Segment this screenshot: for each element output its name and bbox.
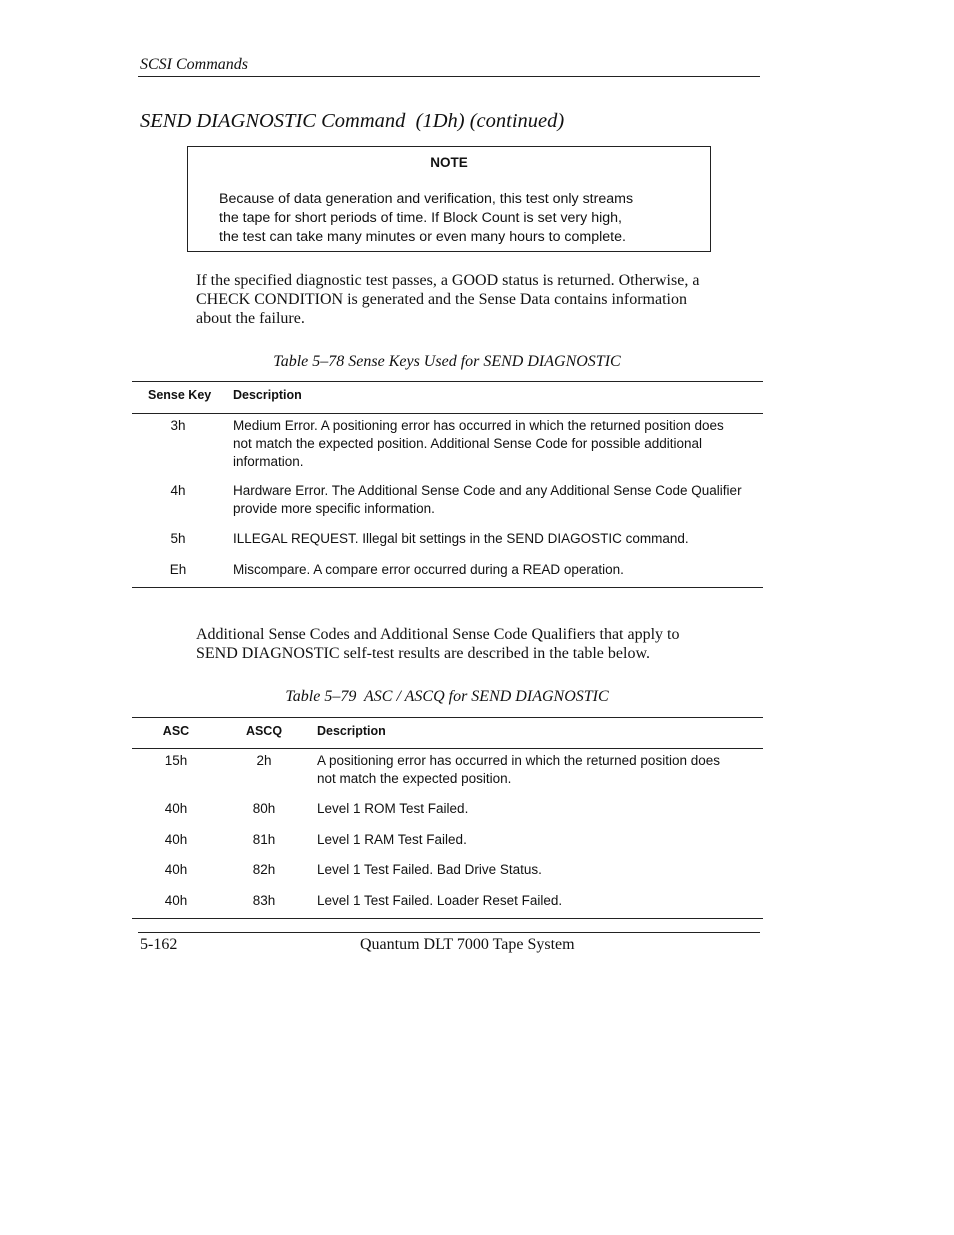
table1-key: 4h [170, 483, 186, 498]
paragraph-line: Additional Sense Codes and Additional Sense Code Qualifiers that apply to [196, 626, 680, 643]
table2-header-ascq: ASCQ [245, 724, 283, 738]
paragraph-status [196, 271, 756, 328]
description-line: Medium Error. A positioning error has occurred in which the returned position does [233, 418, 724, 433]
description-line: A positioning error has occurred in which the returned position does [317, 753, 720, 768]
table2-asc: 40h [164, 893, 188, 908]
table1-description [233, 530, 761, 548]
table1-description [233, 482, 761, 518]
header-rule [138, 76, 760, 77]
paragraph-line: about the failure. [196, 310, 305, 327]
description-line: not match the expected position. Additional Sense Code for possible additional [233, 436, 703, 451]
footer-title: Quantum DLT 7000 Tape System [360, 936, 575, 953]
table2-description [317, 752, 761, 788]
table2-ascq: 80h [252, 801, 276, 816]
page-number: 5-162 [140, 936, 178, 953]
table2-asc: 40h [164, 801, 188, 816]
table2-ascq: 83h [252, 893, 276, 908]
description-line: information. [233, 454, 304, 469]
table2-header-asc: ASC [162, 724, 190, 738]
table2-top-rule [132, 717, 763, 718]
description-line: Hardware Error. The Additional Sense Code and any Additional Sense Code Qualifier [233, 483, 742, 498]
table2-description: Level 1 Test Failed. Loader Reset Failed. [317, 893, 563, 908]
table1-caption: Table 5–78 Sense Keys Used for SEND DIAGNOSTIC [273, 353, 621, 370]
table1-description [233, 561, 761, 579]
table1-description [233, 417, 761, 471]
description-line: not match the expected position. [317, 771, 512, 786]
note-line: the test can take many minutes or even many hours to complete. [219, 229, 626, 245]
table1-header-description: Description [233, 388, 302, 402]
table1-header-rule [132, 413, 763, 414]
table1-key: Eh [169, 562, 187, 577]
table1-key: 3h [170, 418, 186, 433]
footer-rule [138, 932, 760, 933]
table2-description: Level 1 Test Failed. Bad Drive Status. [317, 862, 542, 877]
table2-asc: 40h [164, 862, 188, 877]
table2-ascq: 81h [252, 832, 276, 847]
table2-bottom-rule [132, 918, 763, 919]
section-title: SEND DIAGNOSTIC Command (1Dh) (continued) [140, 110, 565, 132]
note-body [219, 190, 699, 247]
note-title: NOTE [430, 155, 468, 170]
description-line: Miscompare. A compare error occurred during a READ operation. [233, 562, 624, 577]
note-line: Because of data generation and verification, this test only streams [219, 191, 634, 207]
paragraph-line: CHECK CONDITION is generated and the Sense Data contains information [196, 291, 687, 308]
table2-description: Level 1 RAM Test Failed. [317, 832, 467, 847]
table2-asc: 40h [164, 832, 188, 847]
table1-header-sense-key: Sense Key [148, 388, 212, 402]
table2-header-rule [132, 748, 763, 749]
running-header: SCSI Commands [140, 56, 249, 73]
table2-ascq: 2h [256, 753, 272, 768]
paragraph-line: SEND DIAGNOSTIC self-test results are described in the table below. [196, 645, 650, 662]
table2-header-description: Description [317, 724, 386, 738]
note-box [187, 146, 711, 252]
table1-bottom-rule [132, 587, 763, 588]
description-line: ILLEGAL REQUEST. Illegal bit settings in the SEND DIAGOSTIC command. [233, 531, 689, 546]
paragraph-line: If the specified diagnostic test passes, a GOOD status is returned. Otherwise, a [196, 272, 700, 289]
table2-description: Level 1 ROM Test Failed. [317, 801, 469, 816]
table2-caption: Table 5–79 ASC / ASCQ for SEND DIAGNOSTIC [285, 688, 609, 705]
table1-top-rule [132, 381, 763, 382]
table2-asc: 15h [164, 753, 188, 768]
note-line: the tape for short periods of time. If Block Count is set very high, [219, 210, 622, 226]
table2-ascq: 82h [252, 862, 276, 877]
table1-key: 5h [170, 531, 186, 546]
description-line: provide more specific information. [233, 501, 435, 516]
paragraph-asc-intro [196, 625, 756, 663]
